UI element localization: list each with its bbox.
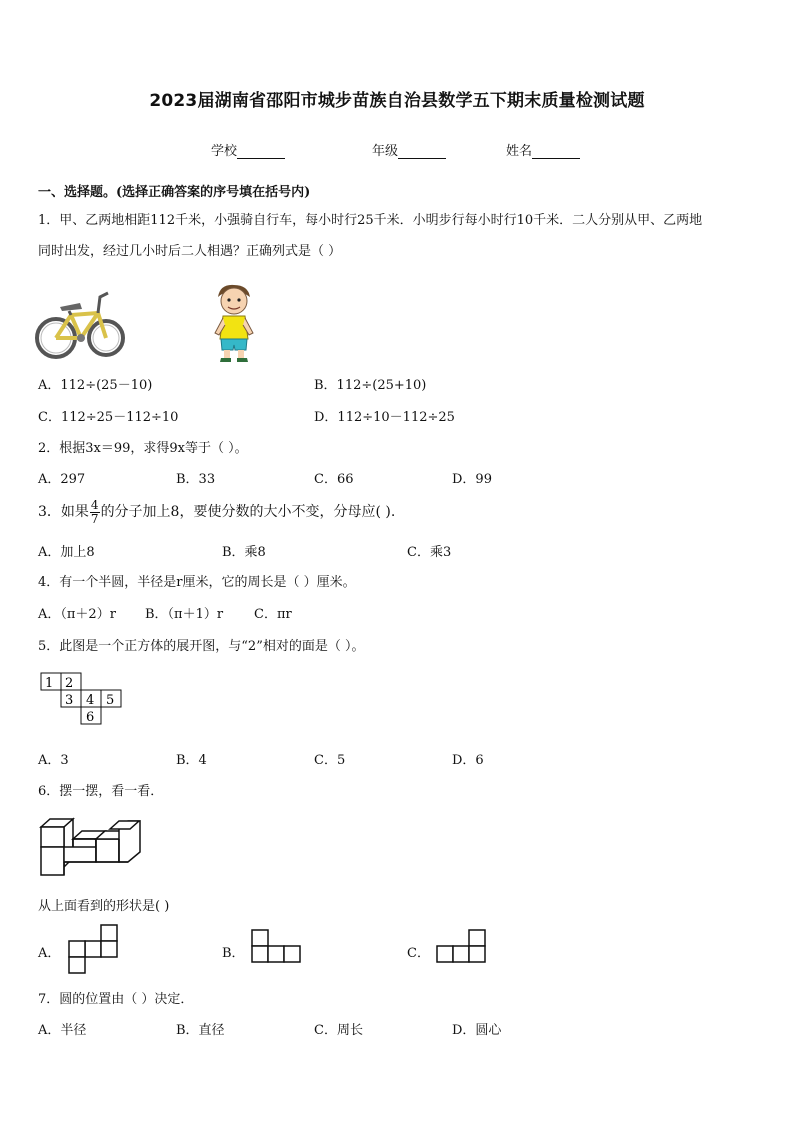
q7-stem: 7．圆的位置由（ ）决定． — [38, 992, 194, 1007]
q5-option-d[interactable]: D．6 — [452, 753, 484, 768]
grade-blank[interactable] — [398, 145, 446, 159]
school-blank[interactable] — [237, 145, 285, 159]
school-field — [211, 140, 285, 159]
section-heading: 一、选择题。(选择正确答案的序号填在括号内) — [38, 185, 311, 200]
cube-stack-diagram — [40, 818, 144, 878]
q6-option-c[interactable]: C． — [407, 946, 430, 961]
net-label-5: 5 — [106, 693, 115, 708]
q1-stem-line2: 同时出发，经过几小时后二人相遇？正确列式是（ ） — [38, 244, 342, 259]
grade-field — [372, 140, 446, 159]
q3-denominator: 7 — [90, 511, 99, 526]
q5-stem: 5．此图是一个正方体的展开图，与“2”相对的面是（ ）。 — [38, 639, 365, 654]
name-label: 姓名 — [506, 144, 533, 159]
q6-stem: 6．摆一摆，看一看． — [38, 784, 164, 799]
q2-option-b[interactable]: B．33 — [176, 472, 216, 487]
q3-stem — [38, 496, 395, 528]
q2-option-d[interactable]: D．99 — [452, 472, 492, 487]
q3-option-c[interactable]: C．乘3 — [407, 545, 452, 560]
q2-option-c[interactable]: C．66 — [314, 472, 354, 487]
net-label-3: 3 — [65, 693, 74, 708]
q4-option-a[interactable]: A．（π＋2）r — [38, 607, 116, 622]
q5-option-c[interactable]: C．5 — [314, 753, 346, 768]
q7-option-d[interactable]: D．圆心 — [452, 1023, 502, 1038]
q1-option-c[interactable]: C．112÷25－112÷10 — [38, 410, 179, 425]
q1-option-d[interactable]: D．112÷10－112÷25 — [314, 410, 455, 425]
q7-option-b[interactable]: B．直径 — [176, 1023, 225, 1038]
q6-option-b-shape — [251, 929, 303, 965]
name-blank[interactable] — [532, 145, 580, 159]
q2-stem: 2．根据3x＝99，求得9x等于（ ）。 — [38, 441, 248, 456]
q6-question: 从上面看到的形状是( ) — [38, 899, 170, 914]
net-label-1: 1 — [45, 676, 54, 691]
q6-option-b[interactable]: B． — [222, 946, 245, 961]
q7-option-c[interactable]: C．周长 — [314, 1023, 363, 1038]
q4-stem: 4．有一个半圆，半径是r厘米，它的周长是（ ）厘米。 — [38, 575, 356, 590]
q3-option-b[interactable]: B．乘8 — [222, 545, 266, 560]
q3-option-a[interactable]: A．加上8 — [38, 545, 95, 560]
school-label: 学校 — [211, 144, 238, 159]
cube-net-diagram — [40, 672, 124, 728]
net-label-2: 2 — [65, 676, 74, 691]
q4-option-c[interactable]: C．πr — [254, 607, 292, 622]
q3-numerator: 4 — [90, 497, 99, 512]
net-label-6: 6 — [86, 710, 95, 725]
grade-label: 年级 — [372, 144, 399, 159]
q6-option-a[interactable]: A． — [38, 946, 61, 961]
q3-prefix: 3．如果 — [38, 504, 89, 520]
q5-option-b[interactable]: B．4 — [176, 753, 207, 768]
q7-option-a[interactable]: A．半径 — [38, 1023, 87, 1038]
boy-image — [212, 283, 256, 363]
q4-option-b[interactable]: B．（π＋1）r — [145, 607, 224, 622]
q6-option-a-shape — [68, 924, 120, 974]
q5-option-a[interactable]: A．3 — [38, 753, 69, 768]
q1-option-b[interactable]: B．112÷(25+10) — [314, 378, 427, 393]
q1-stem-line1: 1．甲、乙两地相距112千米，小强骑自行车，每小时行25千米．小明步行每小时行10千米．二人分别从甲、乙两地 — [38, 213, 703, 228]
net-label-4: 4 — [86, 693, 95, 708]
q3-suffix: 的分子加上8，要使分数的大小不变，分母应( ). — [100, 504, 396, 520]
name-field — [506, 140, 580, 159]
q2-option-a[interactable]: A．297 — [38, 472, 86, 487]
q1-option-a[interactable]: A．112÷(25－10) — [38, 378, 153, 393]
q6-option-c-shape — [436, 929, 488, 965]
q3-fraction — [90, 499, 100, 526]
page-title: 2023届湖南省邵阳市城步苗族自治县数学五下期末质量检测试题 — [149, 91, 645, 111]
bicycle-image — [36, 285, 126, 363]
